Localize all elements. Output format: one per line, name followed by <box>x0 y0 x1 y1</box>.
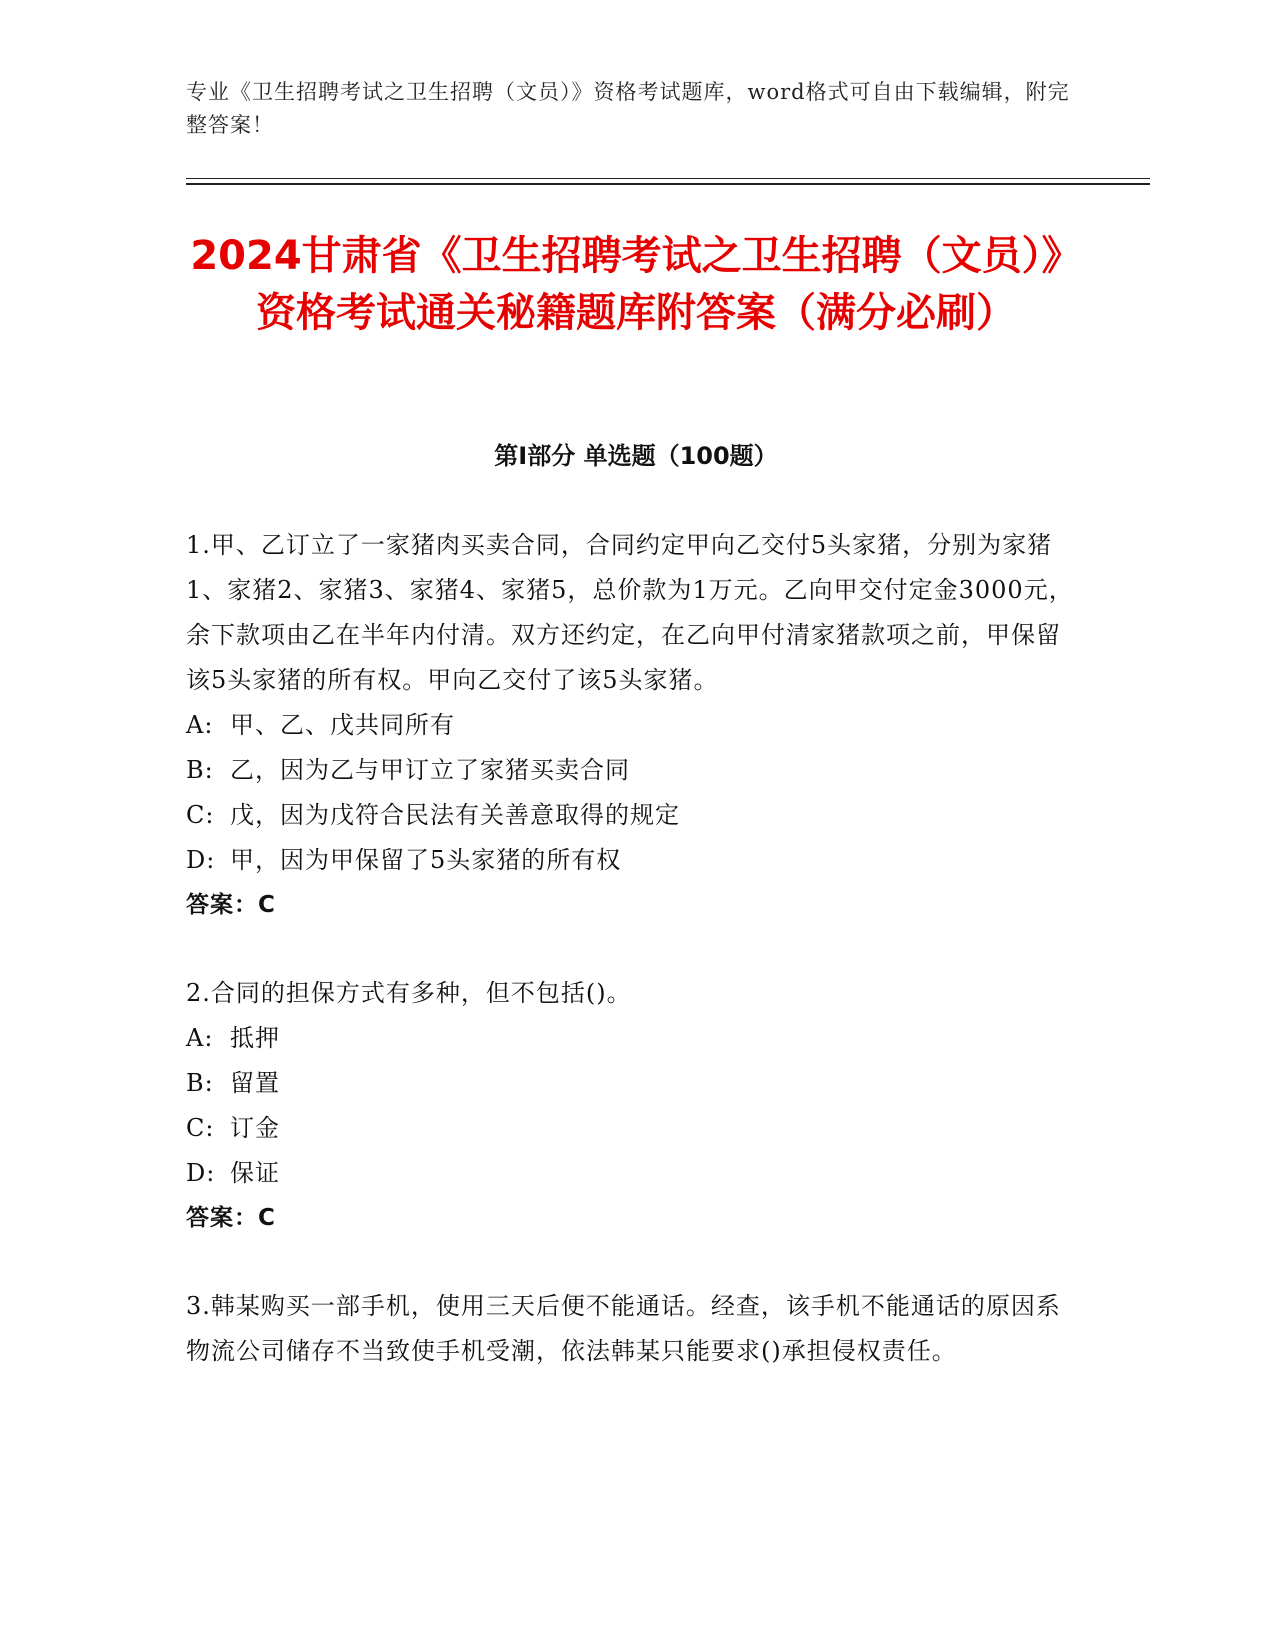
option-b <box>186 1061 1076 1106</box>
option-key: D: <box>186 1159 216 1187</box>
option-text: 抵押 <box>230 1024 280 1052</box>
answer-line: 答案：C <box>186 892 276 918</box>
option-a <box>186 703 1076 748</box>
option-c <box>186 1106 1076 1151</box>
option-key: C: <box>186 801 215 829</box>
option-key: A: <box>186 711 214 739</box>
option-d <box>186 838 1076 883</box>
option-text: 留置 <box>230 1069 280 1097</box>
question-stem: 2.合同的担保方式有多种，但不包括()。 <box>186 979 632 1007</box>
option-key: C: <box>186 1114 215 1142</box>
answer-line: 答案：C <box>186 1205 276 1231</box>
option-key: D: <box>186 846 216 874</box>
question-2 <box>186 971 1076 1241</box>
option-text: 甲，因为甲保留了5头家猪的所有权 <box>230 846 622 874</box>
header-rule-thin <box>186 178 1150 179</box>
option-d <box>186 1151 1076 1196</box>
option-key: A: <box>186 1024 214 1052</box>
question-1 <box>186 523 1076 928</box>
option-text: 戊，因为戊符合民法有关善意取得的规定 <box>230 801 680 829</box>
option-key: B: <box>186 1069 214 1097</box>
option-text: 甲、乙、戊共同所有 <box>230 711 455 739</box>
option-list <box>186 703 1076 883</box>
option-a <box>186 1016 1076 1061</box>
option-c <box>186 793 1076 838</box>
section-title: 第Ⅰ部分 单选题（100题） <box>494 442 778 470</box>
option-b <box>186 748 1076 793</box>
option-key: B: <box>186 756 214 784</box>
question-stem: 1.甲、乙订立了一家猪肉买卖合同，合同约定甲向乙交付5头家猪，分别为家猪1、家猪2、家猪3、家猪4、家猪5，总价款为1万元。乙向甲交付定金3000元，余下款项由乙在半年内付清。双方还约定，在乙向甲付清家猪款项之前，甲保留该5头家猪的所有权。甲向乙交付了该5头家猪。 <box>186 531 1074 694</box>
option-text: 订金 <box>230 1114 280 1142</box>
header-note: 专业《卫生招聘考试之卫生招聘（文员）》资格考试题库，word格式可自由下载编辑，附完整答案！ <box>186 80 1070 137</box>
option-text: 保证 <box>230 1159 280 1187</box>
question-list <box>186 523 1076 1417</box>
question-3 <box>186 1284 1076 1374</box>
option-text: 乙，因为乙与甲订立了家猪买卖合同 <box>230 756 630 784</box>
question-stem: 3.韩某购买一部手机，使用三天后便不能通话。经查，该手机不能通话的原因系物流公司储存不当致使手机受潮，依法韩某只能要求()承担侵权责任。 <box>186 1292 1061 1365</box>
option-list <box>186 1016 1076 1196</box>
document-title: 2024甘肃省《卫生招聘考试之卫生招聘（文员）》资格考试通关秘籍题库附答案（满分必刷） <box>190 233 1082 336</box>
header-rule-thick <box>186 183 1150 185</box>
